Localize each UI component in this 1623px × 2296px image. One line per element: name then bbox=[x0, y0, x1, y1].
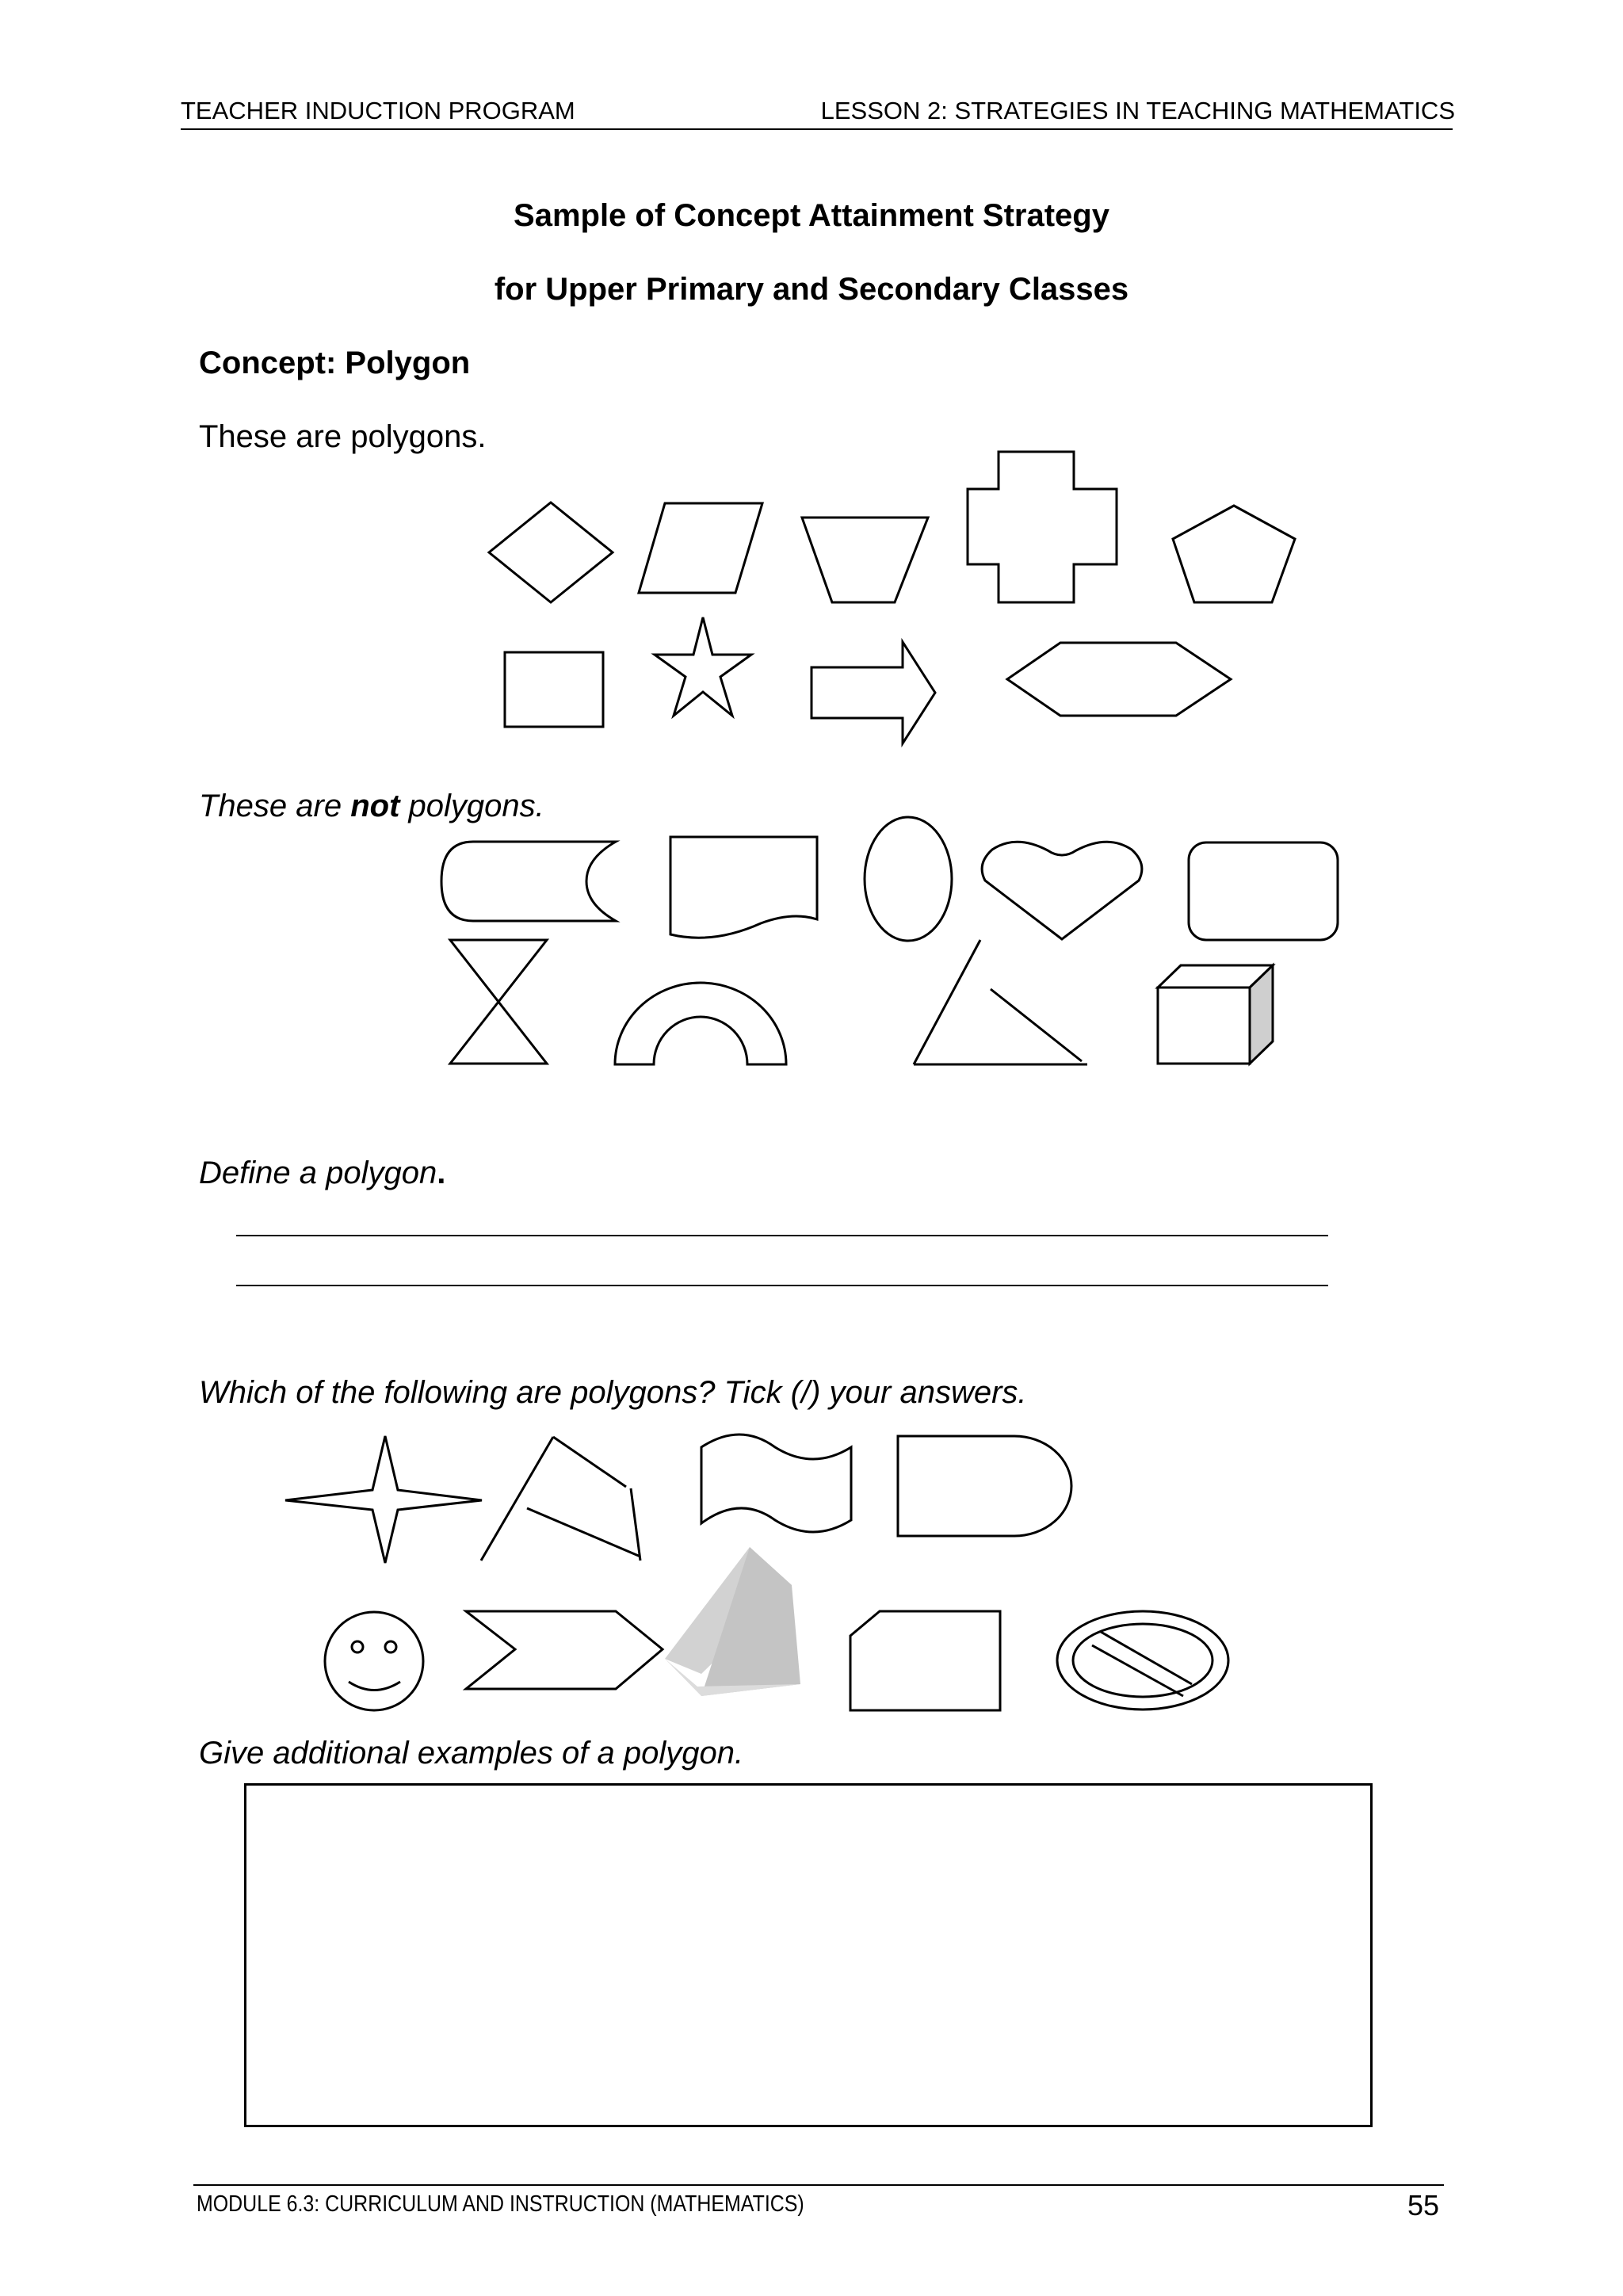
footer-module: MODULE 6.3: CURRICULUM AND INSTRUCTION (MATHEMATICS) bbox=[197, 2191, 804, 2217]
concept-heading: Concept: Polygon bbox=[199, 346, 471, 380]
page-title: Sample of Concept Attainment Strategy bbox=[514, 198, 1109, 233]
wave-banner-icon[interactable] bbox=[701, 1435, 851, 1532]
examples-answer-box[interactable] bbox=[244, 1783, 1373, 2127]
page-number: 55 bbox=[1407, 2189, 1439, 2222]
not-polygons-prefix: These are bbox=[199, 789, 351, 823]
cut-corner-rectangle-icon[interactable] bbox=[850, 1611, 1000, 1710]
polygons-label: These are polygons. bbox=[199, 419, 487, 454]
define-prompt-text: Define a polygon bbox=[199, 1156, 437, 1190]
prism-icon[interactable] bbox=[665, 1547, 800, 1696]
no-symbol-icon[interactable] bbox=[1057, 1611, 1228, 1710]
four-point-star-icon[interactable] bbox=[285, 1436, 482, 1563]
define-prompt-period: . bbox=[437, 1156, 446, 1190]
examples-prompt: Give additional examples of a polygon. bbox=[199, 1736, 744, 1771]
d-shape-icon[interactable] bbox=[898, 1436, 1071, 1536]
header-right: LESSON 2: STRATEGIES IN TEACHING MATHEMATICS bbox=[820, 97, 1455, 124]
broken-quadrilateral-icon[interactable] bbox=[481, 1437, 640, 1561]
footer-rule bbox=[193, 2184, 1444, 2186]
not-polygons-suffix: polygons. bbox=[399, 789, 544, 823]
chevron-icon[interactable] bbox=[466, 1611, 663, 1689]
page-subtitle: for Upper Primary and Secondary Classes bbox=[494, 272, 1129, 307]
header-left: TEACHER INDUCTION PROGRAM bbox=[181, 97, 575, 124]
which-prompt: Which of the following are polygons? Tick (/) your answers. bbox=[199, 1375, 1027, 1410]
smiley-icon[interactable] bbox=[325, 1612, 423, 1710]
not-polygons-emphasis: not bbox=[350, 789, 400, 823]
